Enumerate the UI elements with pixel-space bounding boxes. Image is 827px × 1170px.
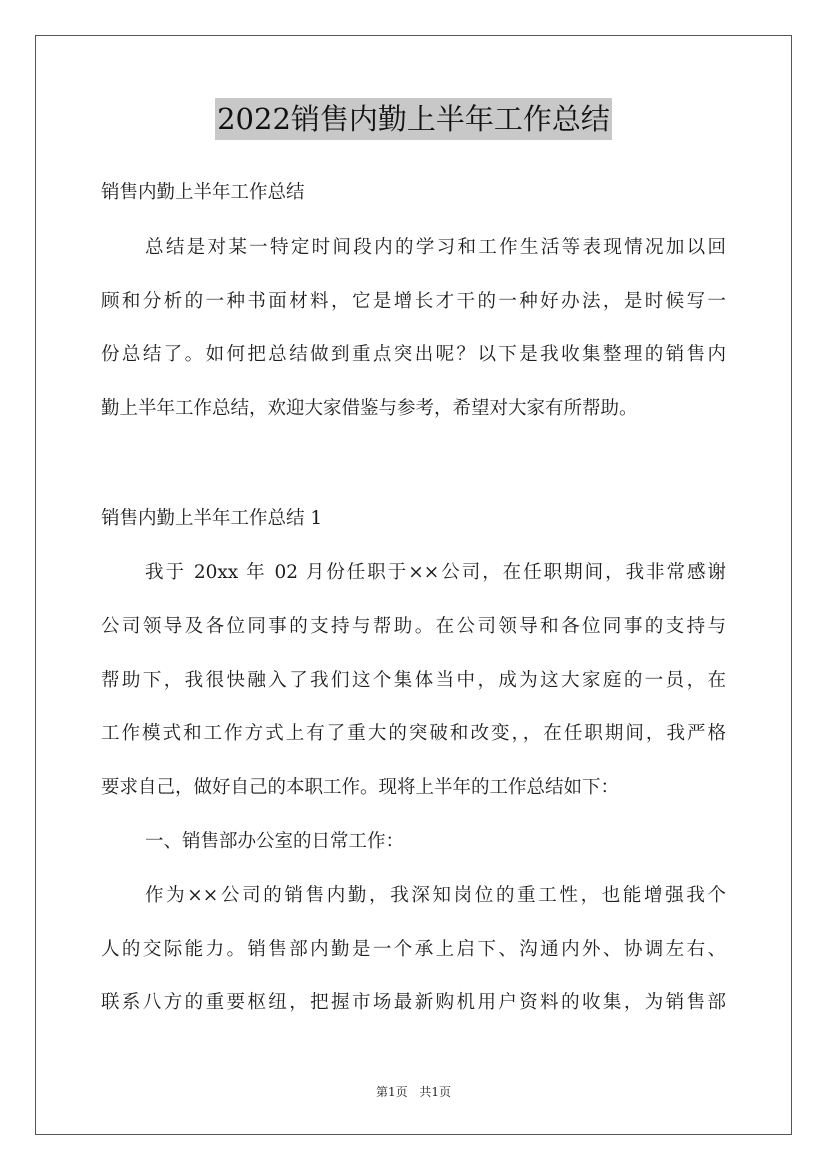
list-heading: 一、销售部办公室的日常工作： <box>145 831 405 852</box>
paragraph-line: 联系八方的重要枢纽，把握市场最新购机用户资料的收集，为销售部 <box>101 992 726 1013</box>
paragraph-line: 总结是对某一特定时间段内的学习和工作生活等表现情况加以回 <box>145 237 726 258</box>
paragraph-line: 顾和分析的一种书面材料，它是增长才干的一种好办法，是时候写一 <box>101 291 726 312</box>
paragraph-line: 作为××公司的销售内勤，我深知岗位的重工性，也能增强我个 <box>145 885 726 906</box>
paragraph-line: 份总结了。如何把总结做到重点突出呢？以下是我收集整理的销售内 <box>101 344 726 365</box>
title-container <box>0 98 827 140</box>
page-number: 第1页 <box>375 1085 408 1099</box>
paragraph-line: 要求自己，做好自己的本职工作。现将上半年的工作总结如下： <box>101 777 620 798</box>
paragraph-line: 我于 20xx 年 02 月份任职于××公司，在任职期间，我非常感谢 <box>145 562 726 583</box>
paragraph-line: 公司领导及各位同事的支持与帮助。在公司领导和各位同事的支持与 <box>101 616 726 637</box>
page-total: 共1页 <box>419 1085 452 1099</box>
section-heading: 销售内勤上半年工作总结 1 <box>101 508 323 529</box>
paragraph-line: 勤上半年工作总结，欢迎大家借鉴与参考，希望对大家有所帮助。 <box>101 398 638 419</box>
paragraph-line: 工作模式和工作方式上有了重大的突破和改变，，在任职期间，我严格 <box>101 723 726 744</box>
paragraph-line: 帮助下，我很快融入了我们这个集体当中，成为这大家庭的一员，在 <box>101 670 726 691</box>
page-footer <box>0 1084 827 1100</box>
paragraph-line: 人的交际能力。销售部内勤是一个承上启下、沟通内外、协调左右、 <box>101 939 726 960</box>
subtitle-line: 销售内勤上半年工作总结 <box>101 182 305 203</box>
document-title: 2022销售内勤上半年工作总结 <box>215 98 612 140</box>
